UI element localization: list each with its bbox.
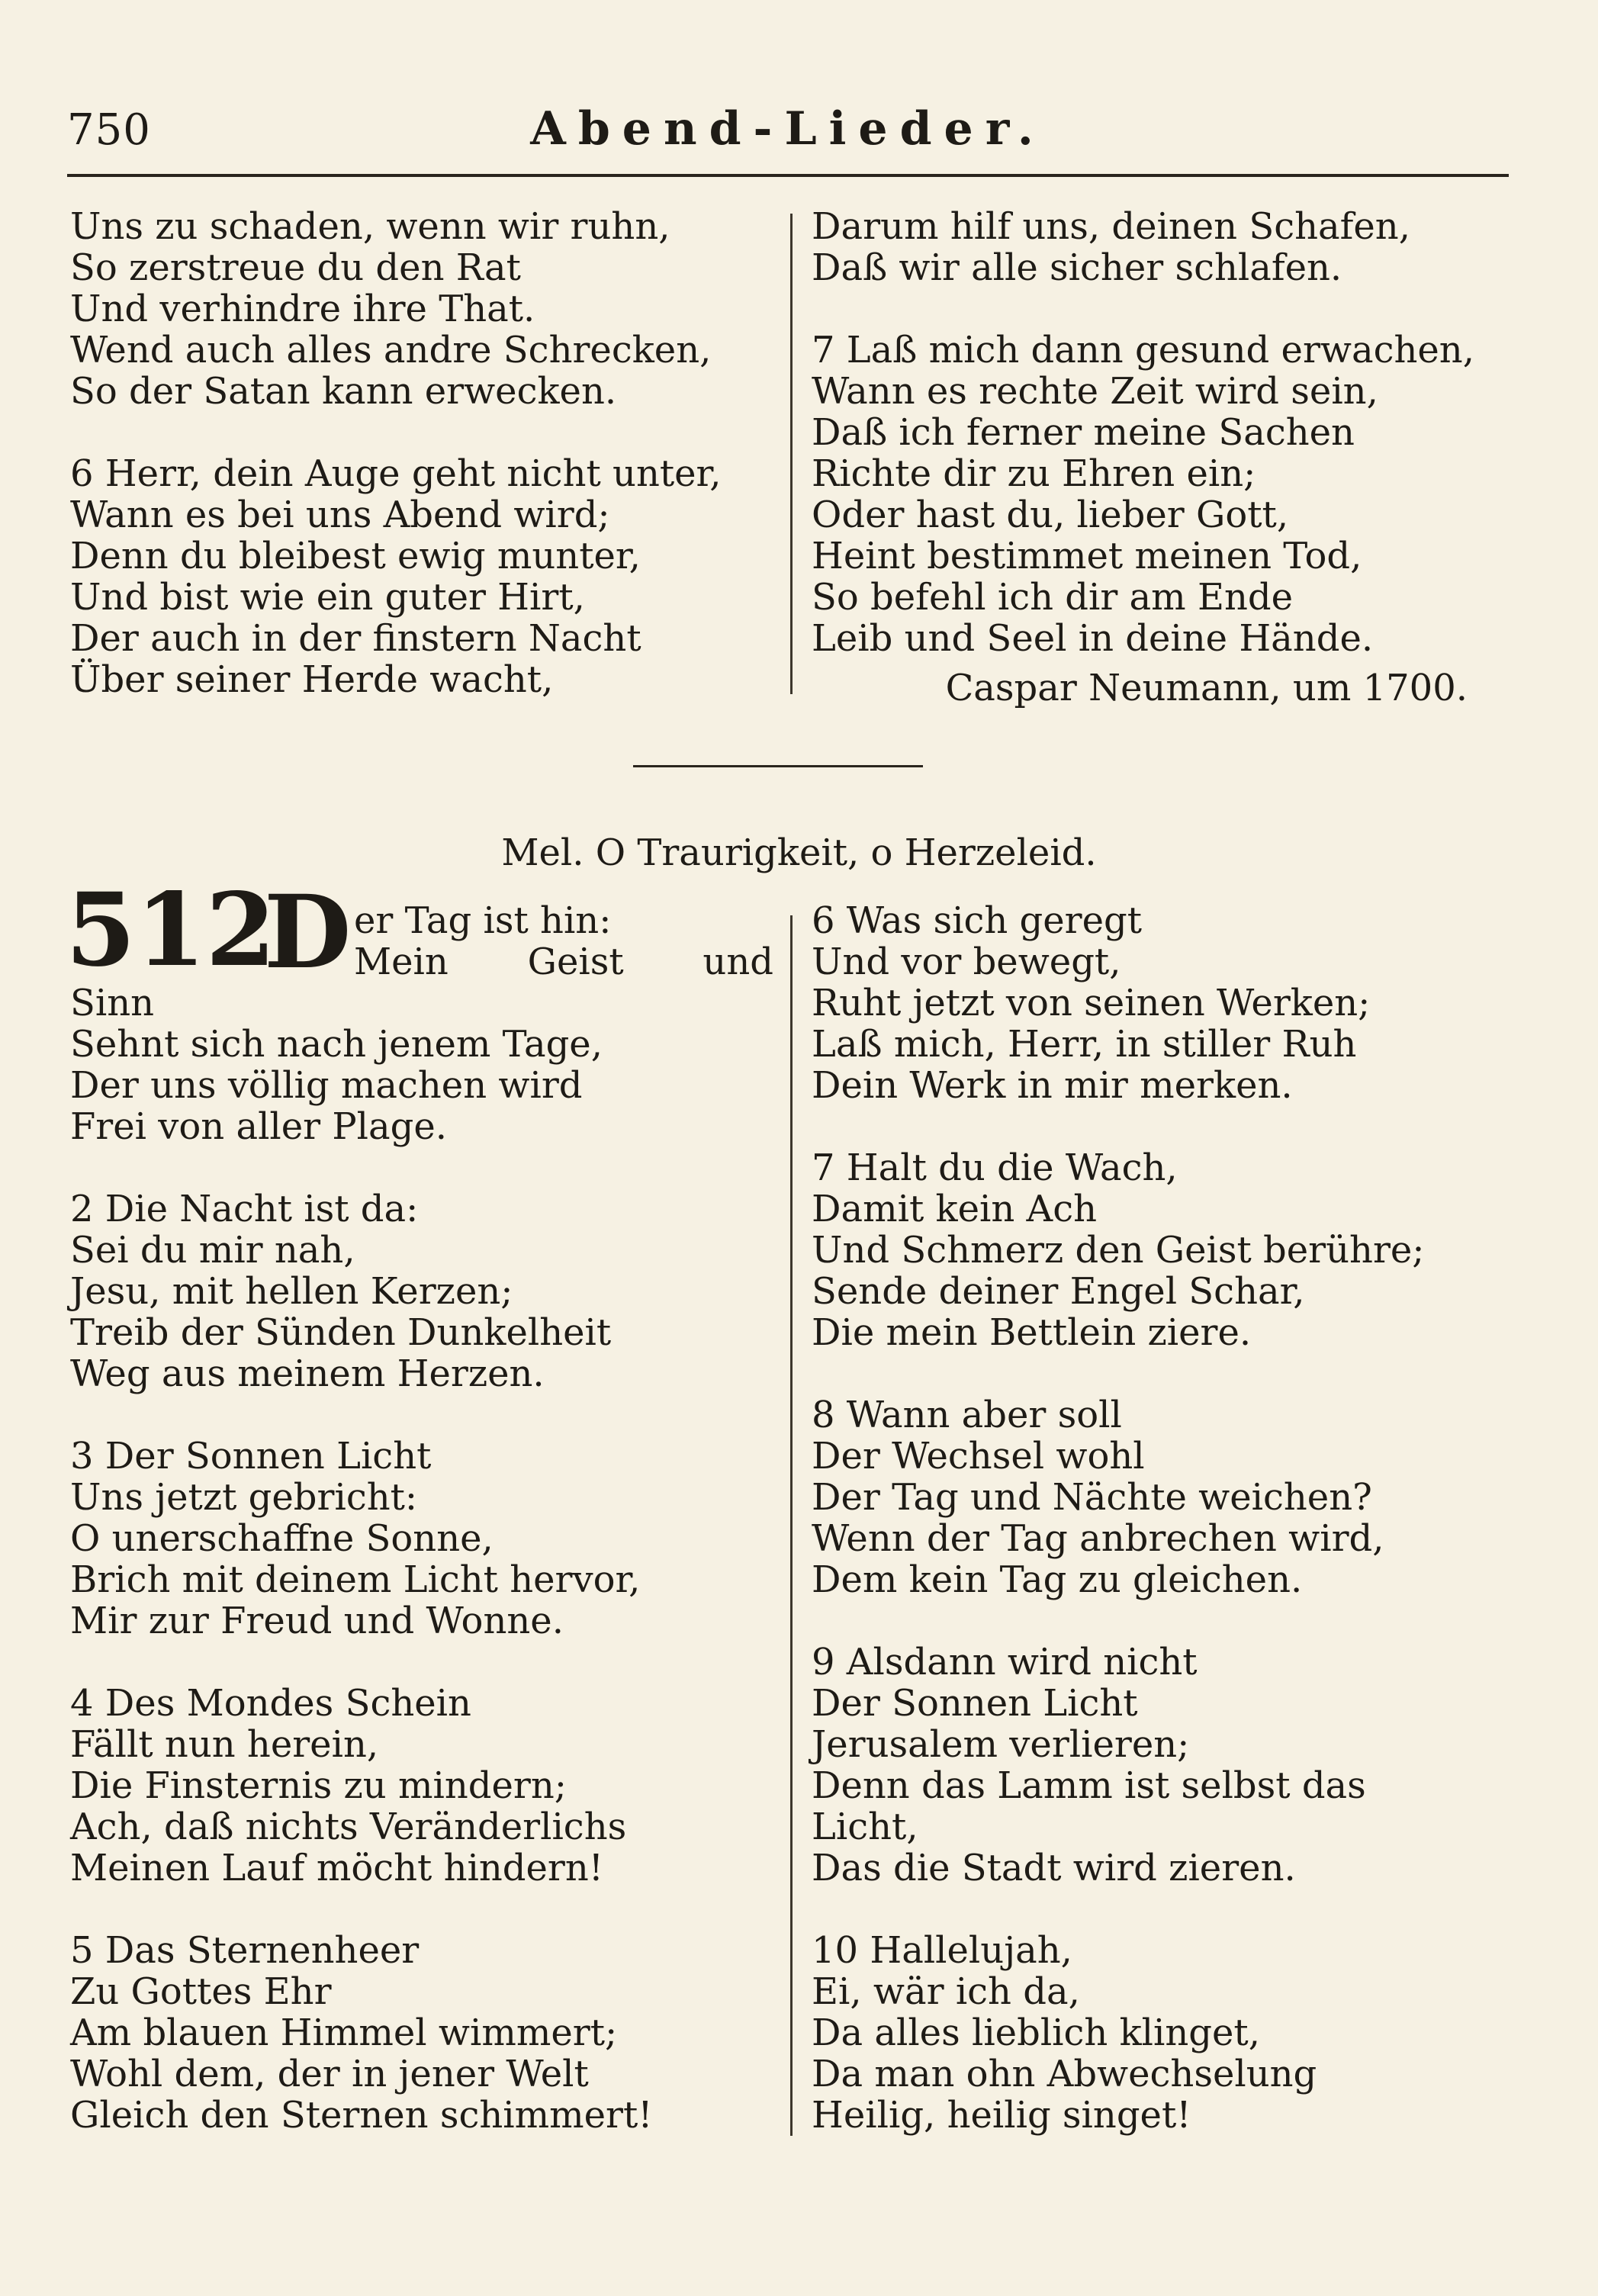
verse-line: Und bist wie ein guter Hirt,: [70, 576, 585, 619]
verse-line: 6 Herr, dein Auge geht nicht unter,: [70, 452, 722, 495]
stanza-gap: [70, 1394, 780, 1436]
verse-line: 8 Wann aber soll: [812, 1394, 1122, 1436]
stanza-gap: [812, 1106, 1521, 1147]
verse-line: Wann es rechte Zeit wird sein,: [812, 370, 1378, 413]
drop-initial: D: [264, 873, 352, 992]
verse-line: Sende deiner Engel Schar,: [812, 1270, 1305, 1313]
verse-line: Leib und Seel in deine Hände.: [812, 617, 1374, 660]
verse-line: Wend auch alles andre Schrecken,: [70, 329, 712, 371]
page-header: [67, 99, 1509, 160]
verse-line: Fällt nun herein,: [70, 1723, 379, 1766]
verse-line: Damit kein Ach: [812, 1188, 1097, 1230]
verse-line: Treib der Sünden Dunkelheit: [70, 1311, 612, 1354]
running-title: Abend-Lieder.: [530, 102, 1046, 156]
stanza-gap: [70, 412, 780, 453]
verse-line: 3 Der Sonnen Licht: [70, 1435, 432, 1478]
verse-line: Oder hast du, lieber Gott,: [812, 494, 1289, 536]
verse-line: Da alles lieblich klinget,: [812, 2011, 1260, 2054]
verse-line: Uns jetzt gebricht:: [70, 1476, 418, 1519]
verse-line: Denn du bleibest ewig munter,: [70, 535, 641, 577]
stanza-gap: [812, 288, 1521, 330]
verse-line: Richte dir zu Ehren ein;: [812, 452, 1256, 495]
verse-line: Frei von aller Plage.: [70, 1105, 448, 1148]
verse-line: Wohl dem, der in jener Welt: [70, 2053, 589, 2095]
melody-line: Mel. O Traurigkeit, o Herzeleid.: [501, 831, 1097, 874]
opening-line-2: [354, 941, 773, 982]
verse-line: Und Schmerz den Geist berühre;: [812, 1229, 1425, 1272]
verse-line: Uns zu schaden, wenn wir ruhn,: [70, 205, 670, 248]
column-divider-top: [790, 214, 793, 694]
verse-line: 7 Halt du die Wach,: [812, 1146, 1178, 1189]
stanza-gap: [812, 1600, 1521, 1642]
verse-line: 6 Was sich geregt: [812, 899, 1143, 942]
verse-line: So der Satan kann erwecken.: [70, 370, 617, 413]
verse-line: Denn das Lamm ist selbst das: [812, 1764, 1366, 1807]
verse-line: Dem kein Tag zu gleichen.: [812, 1558, 1303, 1601]
verse-line: Heilig, heilig singet!: [812, 2094, 1191, 2137]
section-divider: [633, 765, 923, 767]
verse-line: Sehnt sich nach jenem Tage,: [70, 1023, 603, 1066]
hymn-author: Caspar Neumann, um 1700.: [945, 667, 1468, 709]
verse-line: 5 Das Sternenheer: [70, 1929, 420, 1972]
verse-line: Der Wechsel wohl: [812, 1435, 1145, 1478]
hymn-left-column: [70, 982, 780, 2136]
verse-line: Ei, wär ich da,: [812, 1970, 1080, 2013]
verse-line: O unerschaffne Sonne,: [70, 1517, 494, 1560]
column-divider-bottom: [790, 915, 793, 2136]
verse-line: Jesu, mit hellen Kerzen;: [70, 1270, 513, 1313]
stanza-gap: [70, 1642, 780, 1683]
stanza-gap: [70, 1147, 780, 1188]
opening-word: Geist: [527, 941, 624, 983]
stanza-gap: [812, 1889, 1521, 1930]
verse-line: Zu Gottes Ehr: [70, 1970, 332, 2013]
verse-line: Wenn der Tag anbrechen wird,: [812, 1517, 1384, 1560]
prev-hymn-right-column: [812, 206, 1521, 659]
verse-line: 4 Des Mondes Schein: [70, 1682, 471, 1725]
verse-line: Sinn: [70, 982, 155, 1024]
verse-line: Jerusalem verlieren;: [812, 1723, 1190, 1766]
stanza-gap: [70, 1889, 780, 1930]
verse-line: Heint bestimmet meinen Tod,: [812, 535, 1362, 577]
verse-line: 10 Hallelujah,: [812, 1929, 1072, 1972]
verse-line: So befehl ich dir am Ende: [812, 576, 1294, 619]
verse-line: Der Tag und Nächte weichen?: [812, 1476, 1372, 1519]
verse-line: Über seiner Herde wacht,: [70, 658, 554, 701]
opening-line-1: er Tag ist hin:: [354, 899, 612, 942]
verse-line: Ruht jetzt von seinen Werken;: [812, 982, 1371, 1024]
hymn-number: 512: [66, 871, 276, 989]
verse-line: Licht,: [812, 1806, 918, 1848]
verse-line: Dein Werk in mir merken.: [812, 1064, 1293, 1107]
verse-line: Meinen Lauf möcht hindern!: [70, 1847, 604, 1889]
verse-line: Gleich den Sternen schimmert!: [70, 2094, 653, 2137]
verse-line: Sei du mir nah,: [70, 1229, 355, 1272]
verse-line: Daß ich ferner meine Sachen: [812, 411, 1355, 454]
verse-line: Wann es bei uns Abend wird;: [70, 494, 610, 536]
verse-line: Weg aus meinem Herzen.: [70, 1352, 545, 1395]
verse-line: Mir zur Freud und Wonne.: [70, 1600, 564, 1642]
hymn-opening-lines: [354, 900, 773, 982]
opening-word: Mein: [354, 941, 449, 983]
opening-word: und: [703, 941, 773, 983]
prev-hymn-left-column: [70, 206, 780, 700]
verse-line: Die mein Bettlein ziere.: [812, 1311, 1252, 1354]
verse-line: Darum hilf uns, deinen Schafen,: [812, 205, 1410, 248]
verse-line: So zerstreue du den Rat: [70, 246, 521, 289]
verse-line: Ach, daß nichts Veränderlichs: [70, 1806, 627, 1848]
verse-line: Der auch in der finstern Nacht: [70, 617, 641, 660]
verse-line: Brich mit deinem Licht hervor,: [70, 1558, 641, 1601]
verse-line: Der uns völlig machen wird: [70, 1064, 583, 1107]
header-rule: [67, 174, 1509, 177]
page-number: 750: [67, 105, 151, 155]
verse-line: Daß wir alle sicher schlafen.: [812, 246, 1342, 289]
verse-line: Laß mich, Herr, in stiller Ruh: [812, 1023, 1357, 1066]
verse-line: Und vor bewegt,: [812, 941, 1121, 983]
verse-line: 7 Laß mich dann gesund erwachen,: [812, 329, 1474, 371]
verse-line: Die Finsternis zu mindern;: [70, 1764, 567, 1807]
verse-line: Das die Stadt wird zieren.: [812, 1847, 1296, 1889]
stanza-gap: [812, 1353, 1521, 1394]
verse-line: Der Sonnen Licht: [812, 1682, 1138, 1725]
hymn-right-column: [812, 900, 1521, 2136]
verse-line: Am blauen Himmel wimmert;: [70, 2011, 618, 2054]
verse-line: Und verhindre ihre That.: [70, 288, 535, 330]
verse-line: Da man ohn Abwechselung: [812, 2053, 1317, 2095]
verse-line: 2 Die Nacht ist da:: [70, 1188, 419, 1230]
verse-line: 9 Alsdann wird nicht: [812, 1641, 1198, 1683]
